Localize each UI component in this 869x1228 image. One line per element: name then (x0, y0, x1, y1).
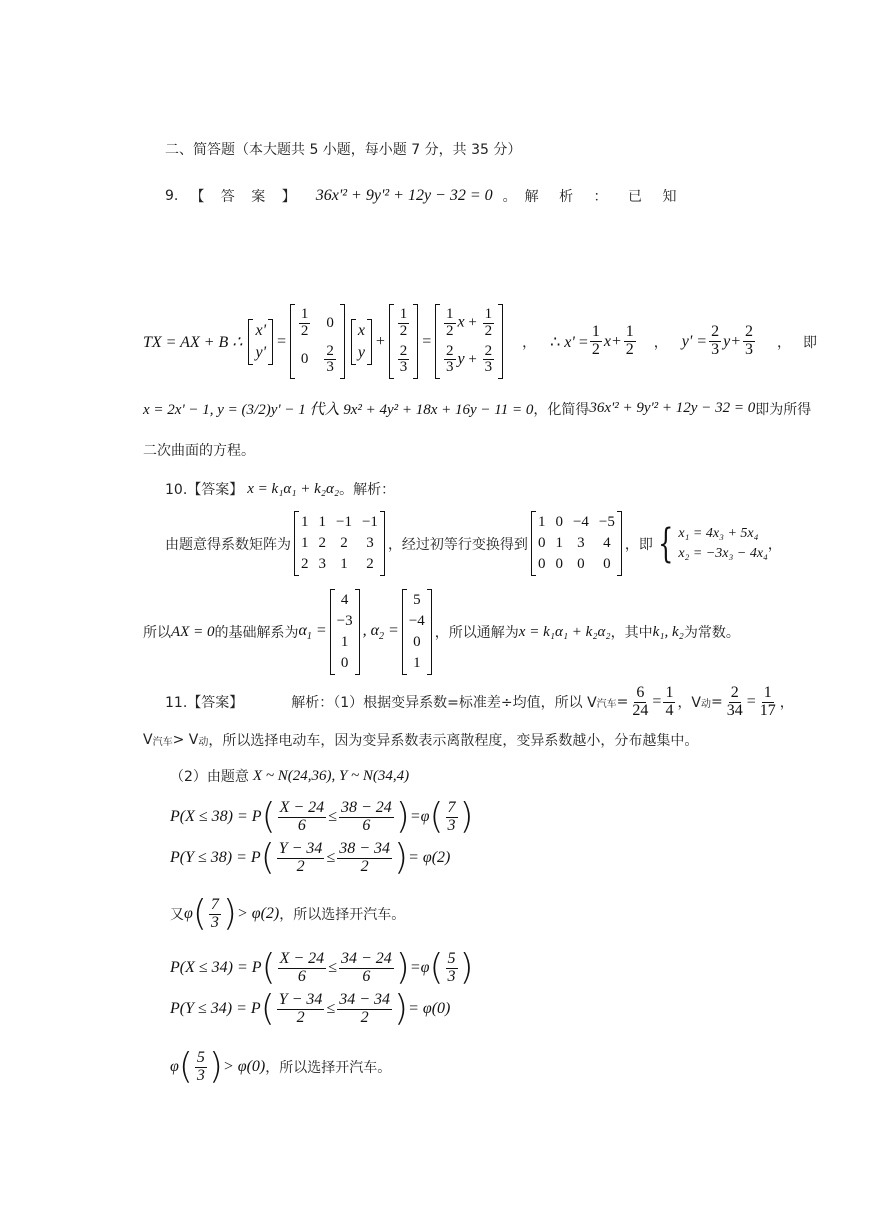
q11-p1-equation: P(X ≤ 38) = P ( $\frac{X - 24}{6}$ ≤ $\frac{38 - 24}{6}$ ) = φ ( $\frac{7}{3}$ ) (170, 796, 474, 837)
coefficient-matrix-cell: 2 (318, 535, 326, 551)
q9-transform-equation: TX = AX + B ∴ x' y' = $\frac{1}{2}$ 0 0 $\frac{2}{3}$ x y + $\frac{1}{2}$ $\frac{2}{3}$ = $\frac{1}{2}$ x + $\frac{1}{2}$ $\frac{2}{3}$ y + $\frac{2}{3}$ ， ∴ x' = $\frac{1}{2}$ x + $\frac{1}{2}$ ， y' = $\frac{2}{3}$ y + $\frac{2}{3}$ ，即 (143, 305, 829, 378)
q11-conclusion1: V 汽车 > V 动 ，所以选择电动车，因为变异系数表示离散程度，变异系数越小，分布越集中。 (143, 732, 699, 749)
q10-basis-line: 所以 AX = 0 的基础解系为 $\alpha_1$ = 4 −3 1 0 , $\alpha_2$ = 5 −4 0 1 ，所以通解为 x = k₁α₁ + k₂α₂ ，其中 k₁, k₂ 为常数。 (143, 590, 740, 674)
coefficient-matrix-cell: 2 (301, 556, 309, 572)
q11-p2-equation: P(Y ≤ 38) = P ( $\frac{Y - 34}{2}$ ≤ $\frac{38 - 34}{2}$ ) = φ(2) (170, 837, 451, 878)
q9-substitution-line: x = 2x' − 1, y = (3/2)y' − 1 代入 9x² + 4y² + 18x + 16y − 11 = 0 ，化简得 36x'² + 9y'² + 12y − 32 = 0 即为所得 (143, 400, 812, 418)
q11-compare1: 又 φ ( $\frac{7}{3}$ ) > φ(2) ，所以选择开汽车。 (170, 893, 406, 934)
q9-result-equation: 36x'² + 9y'² + 12y − 32 = 0 (589, 400, 756, 416)
q11-v-elec-fraction: $\frac{2}{34}$ (726, 684, 743, 719)
reduced-matrix-cell: 0 (537, 556, 546, 572)
q9-final-text: 二次曲面的方程。 (143, 443, 255, 459)
reduced-matrix-cell: 1 (555, 535, 563, 551)
reduced-matrix-cell: 0 (577, 556, 585, 572)
q10-equation-system: x₁ = 4x₃ + 5x₄ x₂ = −3x₃ − 4x₄ (678, 525, 768, 561)
q9-vector-xy-prime: x' y' (248, 320, 273, 364)
coefficient-matrix-cell: 1 (318, 514, 326, 530)
alpha1-cell: 0 (340, 655, 349, 671)
q11-part1-line: 11.【答案】 解析：（1）根据变异系数=标准差÷均值，所以 V 汽车 = $\frac{6}{24}$ = $\frac{1}{4}$ ，V 动 = $\frac{2}{34}$ = $\frac{1}{17}$ ， (165, 684, 794, 719)
q11-p4-equation: P(Y ≤ 34) = P ( $\frac{Y - 34}{2}$ ≤ $\frac{34 - 34}{2}$ ) = φ(0) (170, 988, 451, 1029)
q10-alpha1-vector (330, 590, 360, 674)
q10-answer-equation: x = k₁α₁ + k₂α₂ (247, 480, 340, 497)
q10-reduced-matrix (531, 512, 622, 575)
reduced-matrix-cell: 0 (555, 556, 563, 572)
q11-compare2: φ ( $\frac{5}{3}$ ) > φ(0) ，所以选择开汽车。 (170, 1046, 392, 1087)
q10-alpha2-vector (402, 590, 432, 674)
alpha2-cell: 1 (413, 655, 421, 671)
q9-answer-equation: 36x'² + 9y'² + 12y − 32 = 0 (315, 187, 493, 204)
coefficient-matrix-cell: 1 (301, 535, 309, 551)
reduced-matrix-cell: 4 (603, 535, 611, 551)
alpha1-cell: 4 (340, 592, 349, 608)
q10-heading-line: 10.【答案】 x = k₁α₁ + k₂α₂ 。解析： (165, 480, 396, 498)
reduced-matrix-cell: 0 (537, 535, 546, 551)
alpha1-cell: 1 (340, 634, 349, 650)
section-heading: 二、简答题（本大题共 5 小题，每小题 7 分，共 35 分） (165, 142, 522, 158)
reduced-matrix-cell: 0 (555, 514, 563, 530)
coefficient-matrix-cell: 1 (301, 514, 309, 530)
alpha1-cell: −3 (336, 613, 353, 629)
q9-vector-b: $\frac{1}{2}$ $\frac{2}{3}$ (389, 305, 419, 378)
coefficient-matrix-cell: 2 (366, 556, 374, 572)
reduced-matrix-cell: −5 (598, 514, 615, 530)
q11-v-car-fraction: $\frac{6}{24}$ (632, 684, 649, 719)
reduced-matrix-cell: 0 (603, 556, 611, 572)
coefficient-matrix-cell: 3 (318, 556, 326, 572)
q9-analysis-lead: 。解 析 ： 已 知 (502, 189, 685, 205)
coefficient-matrix-cell: −1 (336, 514, 352, 530)
alpha2-cell: 0 (413, 634, 421, 650)
q10-heading: 10.【答案】 (165, 482, 244, 498)
coefficient-matrix-cell: 2 (340, 535, 348, 551)
reduced-matrix-cell: 3 (577, 535, 585, 551)
q9-matrix-a: $\frac{1}{2}$ 0 0 $\frac{2}{3}$ (290, 305, 345, 378)
reduced-matrix-cell: 1 (537, 514, 546, 530)
coefficient-matrix-cell: 3 (366, 535, 374, 551)
q9-solution: x = 2x' − 1, y = (3/2)y' − 1 代入 9x² + 4y² + 18x + 16y − 11 = 0 (143, 402, 534, 418)
q9-vector-result: $\frac{1}{2}$ x + $\frac{1}{2}$ $\frac{2}{3}$ y + $\frac{2}{3}$ (435, 305, 503, 378)
reduced-matrix-cell: −4 (572, 514, 589, 530)
coefficient-matrix-cell: −1 (361, 514, 378, 530)
q10-system-brace: { (657, 520, 674, 567)
coefficient-matrix-cell: 1 (340, 556, 348, 572)
q11-p3-equation: P(X ≤ 34) = P ( $\frac{X - 24}{6}$ ≤ $\frac{34 - 24}{6}$ ) = φ ( $\frac{5}{3}$ ) (170, 947, 474, 988)
q9-vector-xy: x y (351, 320, 372, 364)
q10-matrix-line: 由题意得系数矩阵为 1 1 −1 −1 1 2 2 3 2 3 1 2 ，经过初等行变换得到 1 0 −4 −5 0 1 3 4 0 0 0 0 ，即 { x₁ = 4x₃ + 5x₄ x₂ = −3x₃ − 4x₄ ， (165, 512, 782, 575)
alpha2-cell: 5 (413, 592, 421, 608)
q9-transform-intro: TX = AX + B ∴ (143, 333, 243, 351)
q9-number: 9. (165, 188, 179, 204)
q9-answer-line (165, 186, 684, 206)
alpha2-cell: −4 (408, 613, 425, 629)
q10-coefficient-matrix (294, 512, 385, 575)
q11-heading: 11.【答案】 (165, 695, 244, 712)
q9-answer-tag: 【 答 案 】 (190, 189, 302, 205)
q11-part2-lead: （2）由题意 X ~ N(24,36), Y ~ N(34,4) (170, 767, 410, 785)
